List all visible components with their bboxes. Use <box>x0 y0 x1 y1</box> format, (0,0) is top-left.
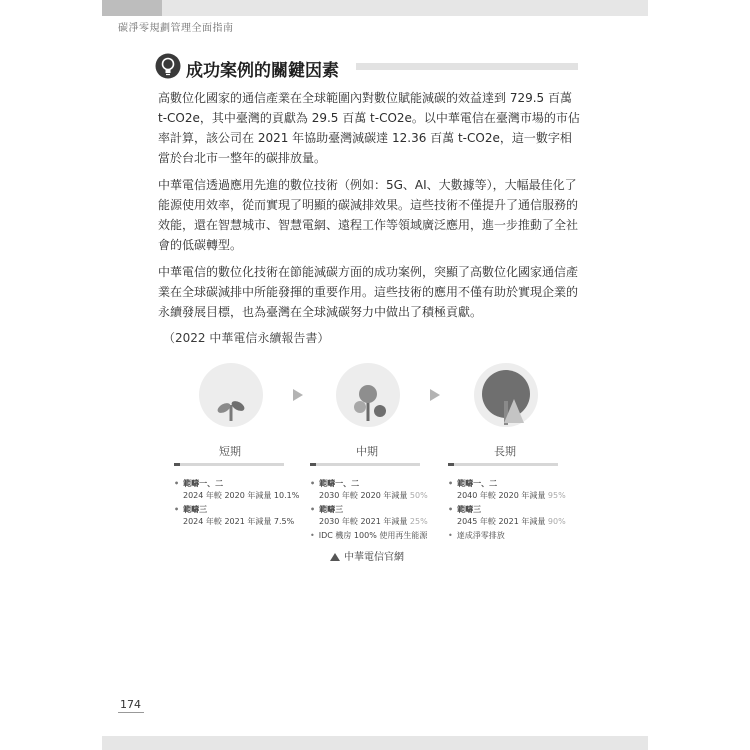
paragraph-2: 中華電信透過應用先進的數位技術（例如：5G、AI、大數據等），大幅最佳化了能源使用效率，從而實現了明顯的碳減排效果。這些技術不僅提升了通信服務的效能，還在智慧城市、智慧電網、遠程工作等領域廣泛應用，進一步推動了全社會的低碳轉型。 <box>158 178 579 252</box>
stage-rule-short <box>174 463 284 466</box>
section-title: 成功案例的關鍵因素 <box>186 61 339 81</box>
paragraph-1: 高數位化國家的通信產業在全球範圍內對數位賦能減碳的效益達到 729.5 百萬 t-CO2e，其中臺灣的貢獻為 29.5 百萬 t-CO2e。以中華電信在臺灣市場的市佔率計算，該公司在 2021 年協助臺灣減碳達 12.36 百萬 t-CO2e，這一數字相當於台北市一整年的碳排放量。 <box>158 91 580 165</box>
stage-rule-long <box>448 463 558 466</box>
short-term-goals <box>174 478 299 530</box>
young-tree-icon <box>336 363 400 427</box>
paragraph-3: 中華電信的數位化技術在節能減碳方面的成功案例，突顯了高數位化國家通信產業在全球碳減排中所能發揮的重要作用。這些技術的應用不僅有助於實現企業的永續發展目標，也為臺灣在全球減碳努力中做出了積極貢獻。 <box>158 265 579 319</box>
arrow-right-icon <box>293 389 303 401</box>
list-item: • 範疇三 2024 年較 2021 年減量 7.5% <box>174 504 299 528</box>
list-item: • 範疇三 2030 年較 2021 年減量 25% <box>310 504 428 528</box>
header-bar <box>102 0 648 16</box>
mature-tree-icon <box>474 363 538 427</box>
arrow-right-icon <box>430 389 440 401</box>
sprout-icon <box>199 363 263 427</box>
list-item: • 範疇一、二 2030 年較 2020 年減量 50% <box>310 478 428 502</box>
list-item: • 達成淨零排放 <box>448 530 566 542</box>
lightbulb-icon <box>155 53 181 79</box>
figure-caption: 中華電信官網 <box>330 548 404 563</box>
stage-rule-mid <box>310 463 420 466</box>
running-header-title: 碳淨零規劃管理全面指南 <box>118 23 234 34</box>
source-citation: （2022 中華電信永續報告書） <box>163 331 330 345</box>
footer-bar <box>102 736 648 750</box>
stage-label-short: 短期 <box>219 445 241 458</box>
list-item: • 範疇一、二 2040 年較 2020 年減量 95% <box>448 478 566 502</box>
list-item: • 範疇一、二 2024 年較 2020 年減量 10.1% <box>174 478 299 502</box>
stage-label-long: 長期 <box>494 445 516 458</box>
page-number: 174 <box>120 698 141 711</box>
triangle-up-icon <box>330 553 340 561</box>
long-term-goals <box>448 478 566 544</box>
page-number-rule <box>118 712 144 713</box>
stage-label-mid: 中期 <box>356 445 378 458</box>
mid-term-goals <box>310 478 428 544</box>
title-rule <box>356 63 578 70</box>
header-tab <box>102 0 162 16</box>
list-item: • IDC 機房 100% 使用再生能源 <box>310 530 428 542</box>
list-item: • 範疇三 2045 年較 2021 年減量 90% <box>448 504 566 528</box>
